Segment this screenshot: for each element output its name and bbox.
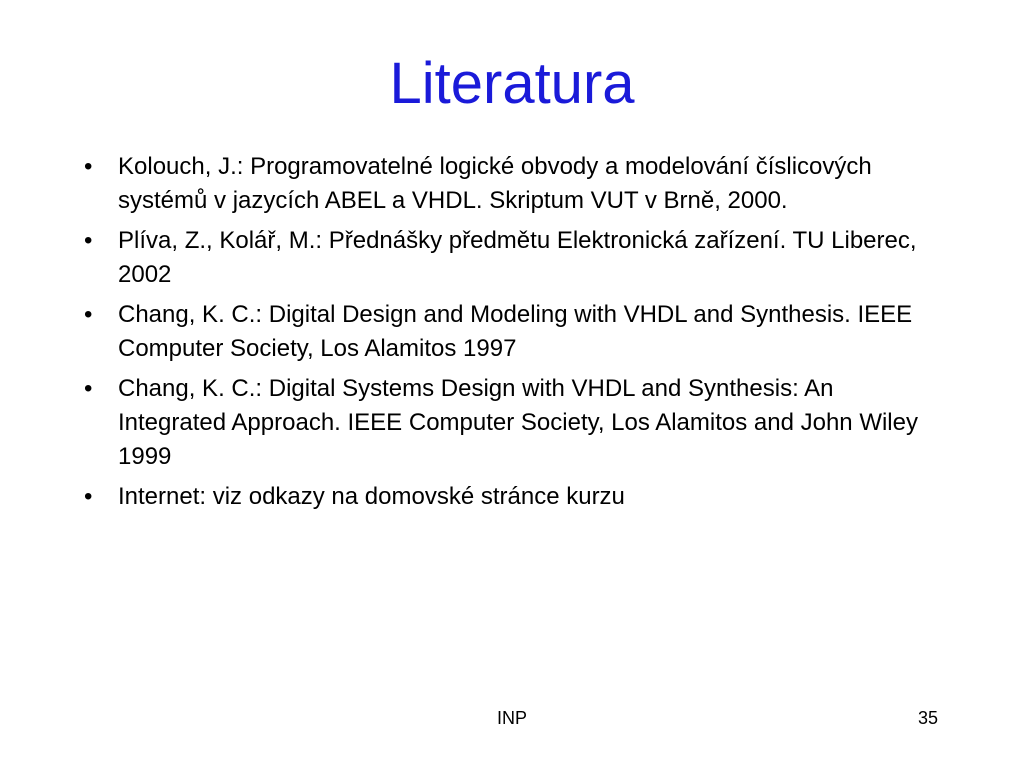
list-item	[78, 372, 948, 474]
list-item	[78, 298, 948, 366]
slide-title: Literatura	[389, 51, 635, 116]
reference-text: Chang, K. C.: Digital Systems Design with VHDL and Synthesis: An Integrated Approach. IEEE Computer Society, Los Alamitos and John Wiley 1999	[118, 375, 918, 470]
list-item	[78, 480, 948, 514]
bullet-icon: •	[84, 301, 93, 328]
reference-text: Chang, K. C.: Digital Design and Modeling with VHDL and Synthesis. IEEE Computer Society, Los Alamitos 1997	[118, 301, 913, 362]
reference-text: Plíva, Z., Kolář, M.: Přednášky předmětu Elektronická zařízení. TU Liberec, 2002	[118, 227, 917, 288]
list-item	[78, 150, 948, 218]
bullet-icon: •	[84, 227, 93, 254]
list-item	[78, 224, 948, 292]
bullet-icon: •	[84, 483, 93, 510]
bullet-icon: •	[84, 375, 93, 402]
reference-text: Kolouch, J.: Programovatelné logické obvody a modelování číslicových systémů v jazycích ABEL a VHDL. Skriptum VUT v Brně, 2000.	[118, 153, 872, 214]
footer-course-label: INP	[496, 708, 527, 728]
bullet-icon: •	[84, 153, 93, 180]
footer-page-number: 35	[917, 708, 938, 728]
reference-list	[78, 150, 948, 520]
reference-text: Internet: viz odkazy na domovské stránce kurzu	[118, 483, 625, 510]
